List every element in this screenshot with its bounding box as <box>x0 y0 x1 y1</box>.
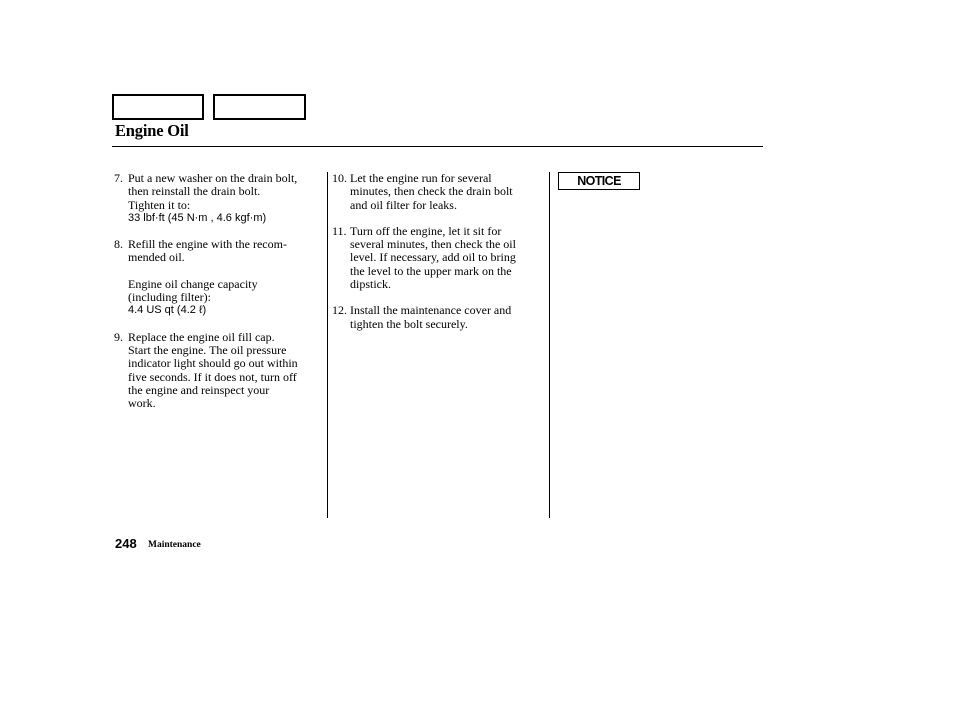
section-name: Maintenance <box>148 540 201 550</box>
column-left <box>114 172 324 410</box>
step-number: 12. <box>332 303 347 318</box>
step-text: the engine and reinspect your <box>128 382 270 397</box>
column-middle <box>332 172 543 331</box>
step-text: tighten the bolt securely. <box>350 316 468 331</box>
page-number: 248 <box>115 536 137 551</box>
step-text: Replace the engine oil fill cap. <box>128 329 275 344</box>
step-number: 7. <box>114 171 123 185</box>
step-text: Tighten it to: <box>128 197 191 212</box>
capacity-label: Engine oil change capacity <box>128 276 258 291</box>
step-number: 8. <box>114 237 123 252</box>
title-rule <box>112 146 763 147</box>
step-text: Put a new washer on the drain bolt, <box>128 171 298 185</box>
step-text: and oil filter for leaks. <box>350 197 457 212</box>
step-number: 9. <box>114 329 123 344</box>
step-text: then reinstall the drain bolt. <box>128 184 261 199</box>
step-text: dipstick. <box>350 277 391 292</box>
step-text: Let the engine run for several <box>350 171 492 185</box>
capacity-spec: 4.4 US qt (4.2 ℓ) <box>128 304 207 317</box>
step-text: Start the engine. The oil pressure <box>128 342 287 357</box>
step-text: the level to the upper mark on the <box>350 263 512 278</box>
step-text: five seconds. If it does not, turn off <box>128 369 297 384</box>
step-text: Turn off the engine, let it sit for <box>350 223 502 238</box>
step-9 <box>114 331 324 411</box>
capacity-label: (including filter): <box>128 290 211 305</box>
step-text: indicator light should go out within <box>128 356 298 371</box>
page-title: Engine Oil <box>115 121 189 140</box>
step-10 <box>332 172 543 212</box>
step-11 <box>332 225 543 291</box>
step-text: minutes, then check the drain bolt <box>350 184 513 199</box>
step-text: Install the maintenance cover and <box>350 303 512 318</box>
step-number: 11. <box>332 223 347 238</box>
step-8 <box>114 238 324 317</box>
torque-spec: 33 lbf·ft (45 N·m , 4.6 kgf·m) <box>128 211 267 224</box>
nav-button-next[interactable] <box>213 94 306 120</box>
step-number: 10. <box>332 171 347 185</box>
step-text: Refill the engine with the recom- <box>128 237 287 252</box>
column-divider-1 <box>327 172 328 518</box>
step-text: several minutes, then check the oil <box>350 237 516 252</box>
step-text: level. If necessary, add oil to bring <box>350 250 516 265</box>
nav-button-prev[interactable] <box>112 94 204 120</box>
step-text: work. <box>128 396 156 411</box>
step-7 <box>114 172 324 225</box>
step-text: mended oil. <box>128 250 185 265</box>
step-12 <box>332 304 543 331</box>
column-divider-2 <box>549 172 550 518</box>
notice-label: NOTICE <box>558 172 640 190</box>
